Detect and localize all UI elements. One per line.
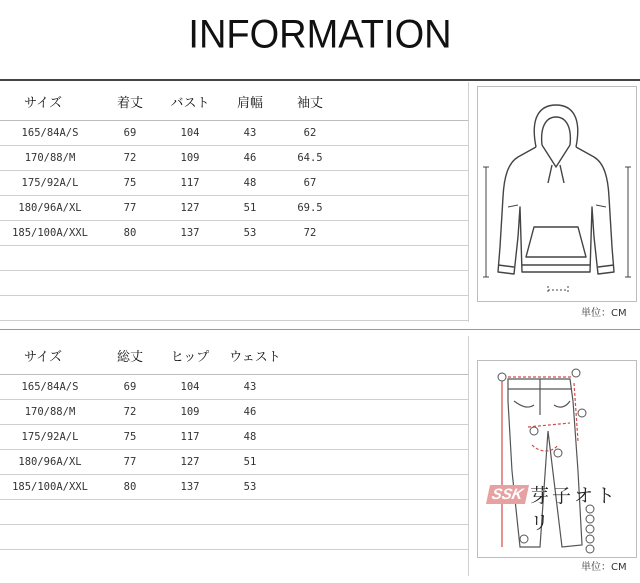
value-cell: 80 xyxy=(123,227,137,239)
table-row xyxy=(0,450,468,475)
empty-row xyxy=(0,500,468,525)
watermark-logo: SSK xyxy=(486,485,529,504)
value-cell: 117 xyxy=(180,431,200,443)
size-cell: 170/88/M xyxy=(24,406,76,418)
value-cell: 127 xyxy=(180,456,200,468)
unit-label: 単位：CM xyxy=(581,562,627,573)
column-header: ウェスト xyxy=(229,349,281,365)
value-cell: 75 xyxy=(123,177,137,189)
table-row xyxy=(0,475,468,500)
empty-row xyxy=(0,246,468,271)
empty-row xyxy=(0,296,468,321)
value-cell: 69 xyxy=(123,381,137,393)
value-cell: 64.5 xyxy=(297,152,323,164)
column-header: 着丈 xyxy=(116,95,143,111)
column-header: サイズ xyxy=(24,349,62,365)
tops-size-table xyxy=(0,82,468,321)
value-cell: 104 xyxy=(180,381,200,393)
value-cell: 137 xyxy=(180,481,200,493)
size-cell: 175/92A/L xyxy=(21,431,79,443)
value-cell: 53 xyxy=(243,481,257,493)
empty-row xyxy=(0,525,468,550)
size-cell: 180/96A/XL xyxy=(18,456,82,468)
value-cell: 77 xyxy=(123,456,137,468)
size-cell: 170/88/M xyxy=(24,152,76,164)
table-row xyxy=(0,400,468,425)
value-cell: 67 xyxy=(303,177,317,189)
column-header: ヒップ xyxy=(170,349,210,365)
value-cell: 48 xyxy=(243,177,257,189)
value-cell: 62 xyxy=(303,127,317,139)
value-cell: 51 xyxy=(243,456,257,468)
value-cell: 80 xyxy=(123,481,137,493)
value-cell: 109 xyxy=(180,406,200,418)
size-cell: 175/92A/L xyxy=(21,177,79,189)
table-row xyxy=(0,425,468,450)
value-cell: 69 xyxy=(123,127,137,139)
value-cell: 109 xyxy=(180,152,200,164)
value-cell: 127 xyxy=(180,202,200,214)
page-title: INFORMATION xyxy=(188,12,452,58)
table-row xyxy=(0,375,468,400)
watermark-text: 芽子オトリ xyxy=(530,485,619,534)
value-cell: 51 xyxy=(243,202,257,214)
value-cell: 43 xyxy=(243,381,257,393)
table-row xyxy=(0,196,468,221)
size-cell: 180/96A/XL xyxy=(18,202,82,214)
value-cell: 48 xyxy=(243,431,257,443)
size-cell: 185/100A/XXL xyxy=(12,227,88,239)
value-cell: 72 xyxy=(303,227,317,239)
column-header: 袖丈 xyxy=(296,95,323,111)
hoodie-diagram-icon xyxy=(478,87,636,301)
value-cell: 69.5 xyxy=(297,202,323,214)
table-row xyxy=(0,171,468,196)
hoodie-image-frame xyxy=(477,86,637,302)
value-cell: 77 xyxy=(123,202,137,214)
table-header-row xyxy=(0,336,468,375)
size-cell: 165/84A/S xyxy=(21,127,79,139)
value-cell: 46 xyxy=(243,152,257,164)
value-cell: 72 xyxy=(123,152,137,164)
column-header: バスト xyxy=(170,95,210,111)
size-cell: 165/84A/S xyxy=(21,381,79,393)
empty-row xyxy=(0,271,468,296)
pants-image-frame xyxy=(477,360,637,558)
table-row xyxy=(0,221,468,246)
size-cell: 185/100A/XXL xyxy=(12,481,88,493)
value-cell: 53 xyxy=(243,227,257,239)
bottoms-size-table xyxy=(0,336,468,550)
value-cell: 46 xyxy=(243,406,257,418)
column-header: 総丈 xyxy=(116,349,143,365)
unit-label: 単位：CM xyxy=(581,308,627,319)
column-header: 肩幅 xyxy=(236,95,263,111)
pants-image-panel xyxy=(468,336,640,576)
value-cell: 117 xyxy=(180,177,200,189)
top-divider xyxy=(0,79,640,81)
hoodie-image-panel xyxy=(468,82,640,322)
value-cell: 75 xyxy=(123,431,137,443)
section-divider xyxy=(0,329,640,330)
value-cell: 72 xyxy=(123,406,137,418)
table-header-row xyxy=(0,82,468,121)
value-cell: 104 xyxy=(180,127,200,139)
table-row xyxy=(0,121,468,146)
column-header: サイズ xyxy=(24,95,62,111)
table-row xyxy=(0,146,468,171)
value-cell: 43 xyxy=(243,127,257,139)
value-cell: 137 xyxy=(180,227,200,239)
